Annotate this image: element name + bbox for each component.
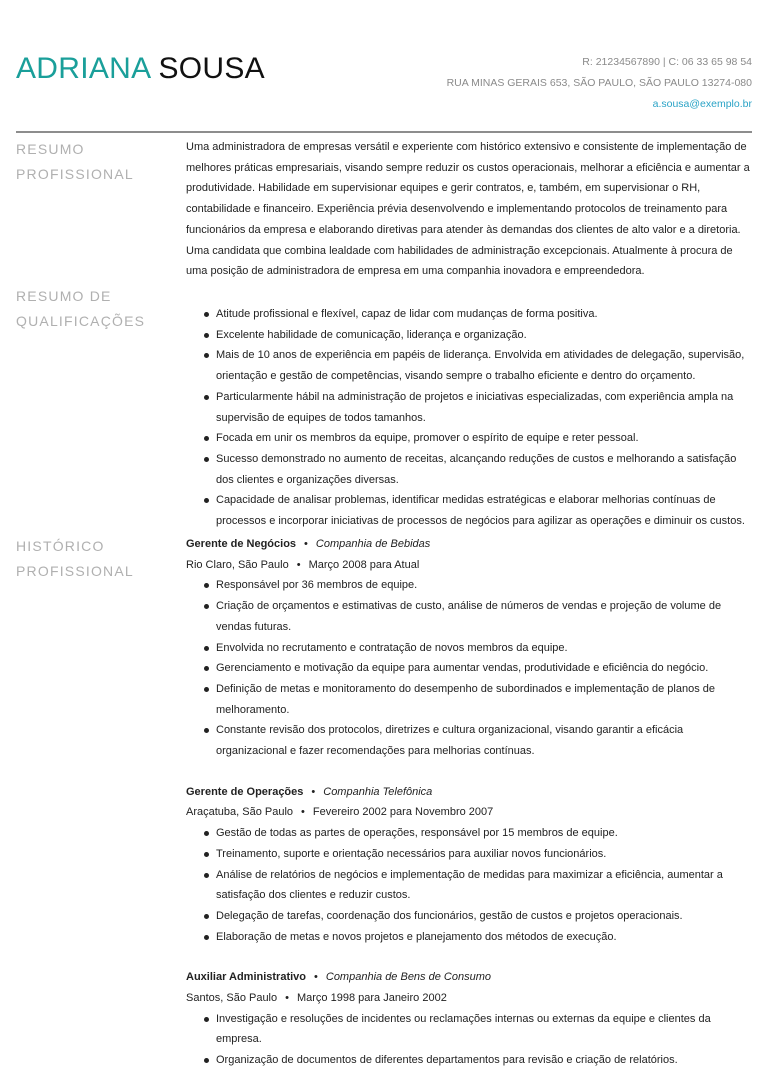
candidate-name	[16, 52, 265, 86]
list-item: Focada em unir os membros da equipe, promover o espírito de equipe e reter pessoal.	[216, 428, 754, 449]
list-item: Responsável por 36 membros de equipe.	[216, 575, 754, 596]
section-label-summary	[16, 137, 176, 187]
job-dates: Fevereiro 2002 para Novembro 2007	[312, 806, 494, 819]
job-dates: Março 2008 para Atual	[308, 558, 420, 571]
job-entry	[186, 967, 754, 1071]
job-entry	[186, 782, 754, 948]
qualifications-list	[186, 304, 754, 532]
job-location: Araçatuba, São Paulo	[186, 806, 294, 819]
list-item: Análise de relatórios de negócios e implementação de medidas para maximizar a eficiência, aumentar a satisfação dos clientes e reduzir custos.	[216, 865, 754, 906]
job-title: Auxiliar Administrativo	[186, 971, 307, 984]
job-location: Santos, São Paulo	[186, 992, 278, 1005]
list-item: Constante revisão dos protocolos, diretrizes e cultura organizacional, visando garantir a eficácia organizacional e fazer recomendações para melhorias contínuas.	[216, 720, 754, 761]
separator-dot: •	[285, 992, 289, 1005]
section-label-line: PROFISSIONAL	[16, 563, 134, 579]
history-body	[186, 534, 754, 1091]
job-meta	[186, 988, 754, 1009]
list-item: Mais de 10 anos de experiência em papéis de liderança. Envolvida em atividades de delegação, supervisão, orientação e gestão de competências, visando sempre o trabalho eficiente e dentro do orçamento.	[216, 345, 754, 386]
list-item: Treinamento, suporte e orientação necessários para auxiliar novos funcionários.	[216, 844, 754, 865]
job-heading	[186, 967, 754, 988]
separator-dot: •	[314, 971, 318, 984]
section-label-history	[16, 534, 176, 584]
section-label-line: RESUMO DE	[16, 288, 112, 304]
resume-header	[0, 0, 768, 132]
job-title: Gerente de Negócios	[186, 538, 297, 550]
list-item: Definição de metas e monitoramento do desempenho de subordinados e implementação de planos de melhoramento.	[216, 679, 754, 720]
section-label-line: HISTÓRICO	[16, 538, 105, 554]
list-item: Criação de orçamentos e estimativas de custo, análise de números de vendas e projeção de volume de vendas futuras.	[216, 596, 754, 637]
company-name: Companhia de Bebidas	[315, 538, 431, 550]
job-heading	[186, 534, 754, 555]
list-item: Investigação e resoluções de incidentes ou reclamações internas ou externas da equipe e clientes da empresa.	[216, 1009, 754, 1050]
job-duties-list	[186, 1009, 754, 1071]
job-meta	[186, 555, 754, 576]
email-link[interactable]: a.sousa@exemplo.br	[652, 98, 752, 110]
list-item: Envolvida no recrutamento e contratação de novos membros da equipe.	[216, 638, 754, 659]
job-meta	[186, 802, 754, 823]
list-item: Sucesso demonstrado no aumento de receitas, alcançando reduções de custos e melhorando a satisfação dos clientes e organizações diversas.	[216, 449, 754, 490]
job-duties-list	[186, 823, 754, 947]
separator-dot: •	[296, 558, 301, 571]
job-duties-list	[186, 575, 754, 761]
section-label-qualifications	[16, 284, 176, 334]
summary-text: Uma administradora de empresas versátil e experiente com histórico extensivo e consistente de implementação de melhores práticas empresariais, visando sempre reduzir os custos operacionais, melhorar a eficiência e aumentar a produtividade. Habilidade em supervisionar equipes e gerir contratos, e, também, em supervisionar o RH, contabilidade e financeiro. Experiência prévia desenvolvendo e implementando protocolos de treinamento para funcionários da empresa e elaborando diretivas para atender às demandas dos clientes de alto valor e a diretoria. Uma candidata que combina lealdade com habilidades de administração excepcionais. Atualmente à procura de uma posição de administradora de empresa em uma companhia inovadora e empreendedora.	[186, 141, 750, 278]
first-name: ADRIANA	[16, 52, 150, 85]
list-item: Particularmente hábil na administração de projetos e iniciativas especializadas, com experiência ampla na supervisão de equipes de todos tamanhos.	[216, 387, 754, 428]
job-heading	[186, 782, 754, 803]
last-name: SOUSA	[158, 52, 265, 85]
address: RUA MINAS GERAIS 653, SÃO PAULO, SÃO PAULO 13274-080	[446, 77, 752, 89]
list-item: Delegação de tarefas, coordenação dos funcionários, gestão de custos e projetos operacionais.	[216, 906, 754, 927]
list-item: Excelente habilidade de comunicação, liderança e organização.	[216, 325, 754, 346]
list-item: Capacidade de analisar problemas, identificar medidas estratégicas e elaborar melhorias contínuas de processos e incorporar iniciativas de processos de negócios para agilizar as operações e diminuir os custos.	[216, 490, 754, 531]
job-title: Gerente de Operações	[186, 785, 304, 798]
list-item: Elaboração de metas e novos projetos e planejamento dos métodos de execução.	[216, 927, 754, 948]
separator-dot: •	[304, 538, 308, 550]
header-divider	[16, 131, 752, 133]
separator-dot: •	[311, 785, 316, 798]
section-label-line: QUALIFICAÇÕES	[16, 313, 146, 329]
qualifications-body	[186, 304, 754, 532]
contact-info	[447, 52, 752, 115]
job-location: Rio Claro, São Paulo	[186, 558, 289, 571]
list-item: Organização de documentos de diferentes departamentos para revisão e criação de relatórios.	[216, 1050, 754, 1071]
phone-numbers: R: 21234567890 | C: 06 33 65 98 54	[582, 56, 752, 68]
list-item: Gerenciamento e motivação da equipe para aumentar vendas, produtividade e eficiência do negócio.	[216, 658, 754, 679]
list-item: Atitude profissional e flexível, capaz de lidar com mudanças de forma positiva.	[216, 304, 754, 325]
section-label-line: RESUMO	[16, 141, 85, 157]
list-item: Gestão de todas as partes de operações, responsável por 15 membros de equipe.	[216, 823, 754, 844]
section-label-line: PROFISSIONAL	[16, 166, 134, 182]
job-entry	[186, 534, 754, 762]
company-name: Companhia Telefônica	[323, 785, 433, 798]
job-dates: Março 1998 para Janeiro 2002	[296, 992, 447, 1005]
separator-dot: •	[301, 806, 305, 819]
company-name: Companhia de Bens de Consumo	[325, 971, 491, 984]
